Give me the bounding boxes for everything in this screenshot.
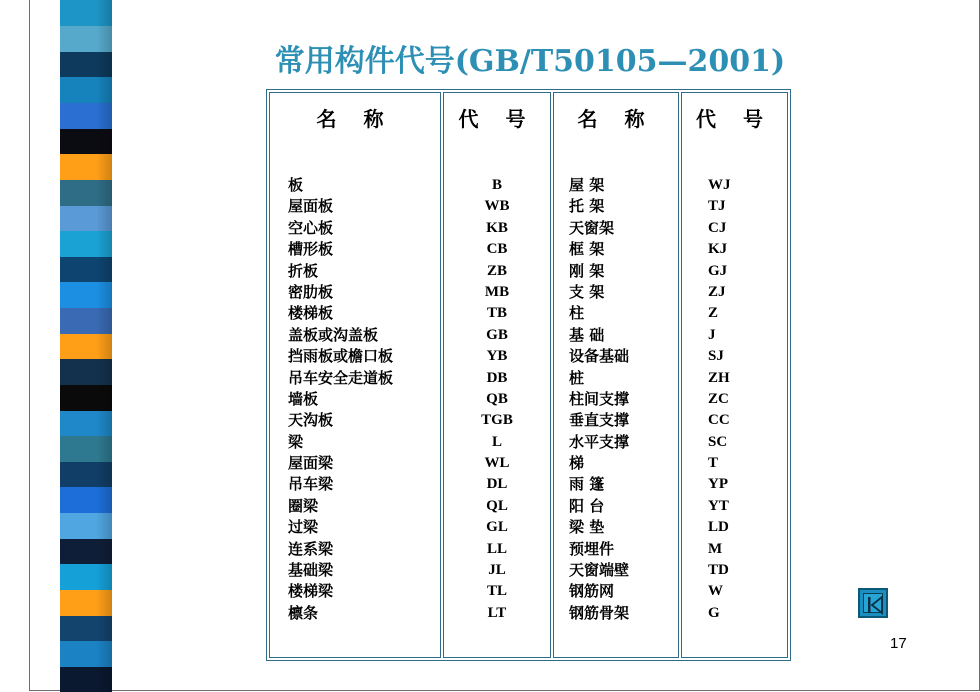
- right-names-list: [554, 175, 678, 624]
- component-name: 密肋板: [288, 282, 334, 301]
- component-code: T: [708, 455, 719, 472]
- component-code: J: [708, 326, 716, 343]
- component-name: 支 架: [569, 282, 605, 301]
- component-code: JL: [488, 562, 506, 579]
- column-code-left: [443, 92, 551, 658]
- column-name-right: [553, 92, 679, 658]
- component-name: 设备基础: [569, 347, 630, 366]
- component-code: ZH: [708, 369, 730, 386]
- component-name: 预埋件: [569, 539, 615, 558]
- component-code: W: [708, 583, 723, 600]
- component-name: 板: [288, 176, 304, 194]
- component-name: 屋面板: [288, 197, 334, 216]
- component-name: 基础梁: [288, 561, 334, 580]
- component-name: 屋面梁: [288, 454, 334, 473]
- component-code: KJ: [708, 241, 728, 258]
- component-code: Z: [708, 305, 719, 322]
- stripe-segment: [60, 333, 112, 359]
- component-name: 槽形板: [288, 240, 334, 259]
- component-code: TJ: [708, 198, 726, 215]
- component-code: TGB: [481, 412, 513, 429]
- stripe-segment: [60, 154, 112, 180]
- stripe-segment: [60, 615, 112, 641]
- stripe-segment: [60, 436, 112, 462]
- component-name: 吊车梁: [288, 475, 334, 494]
- component-code: QL: [486, 497, 508, 514]
- component-code: WL: [484, 455, 510, 472]
- component-name: 钢筋骨架: [569, 603, 630, 622]
- component-name: 刚 架: [569, 261, 605, 280]
- component-name: 盖板或沟盖板: [288, 325, 379, 344]
- stripe-segment: [60, 231, 112, 257]
- component-code: ZJ: [708, 283, 726, 300]
- component-name: 柱: [569, 304, 585, 323]
- component-code: LL: [486, 540, 507, 557]
- stripe-segment: [60, 641, 112, 667]
- slide-title: 常用构件代号(GB/T50105—2001): [274, 44, 786, 79]
- stripe-segment: [60, 256, 112, 282]
- component-code: TL: [486, 583, 507, 600]
- component-name: 水平支撑: [569, 432, 630, 451]
- component-code: G: [708, 604, 720, 621]
- stripe-segment: [60, 77, 112, 103]
- component-code: CC: [708, 412, 730, 429]
- component-code-table: [266, 89, 791, 661]
- header-name-right: 名 称: [577, 107, 655, 131]
- component-name: 钢筋网: [569, 582, 615, 601]
- decorative-stripe-band: [60, 0, 112, 692]
- stripe-segment: [60, 205, 112, 231]
- skip-to-start-icon: [864, 594, 886, 616]
- header-code-left: 代 号: [458, 107, 536, 131]
- component-code: ZB: [486, 262, 507, 279]
- component-name: 天窗架: [569, 218, 615, 237]
- stripe-segment: [60, 282, 112, 308]
- component-code: QB: [486, 390, 508, 407]
- component-name: 框 架: [569, 240, 605, 259]
- component-name: 天沟板: [288, 411, 334, 430]
- component-name: 墙板: [288, 389, 319, 408]
- stripe-segment: [60, 359, 112, 385]
- component-code: TB: [486, 305, 507, 322]
- stripe-segment: [60, 487, 112, 513]
- component-name: 屋 架: [569, 176, 605, 194]
- component-code: LD: [708, 519, 729, 536]
- component-name: 托 架: [569, 197, 605, 216]
- page-number: 17: [890, 635, 907, 652]
- component-name: 楼梯板: [288, 304, 334, 323]
- stripe-segment: [60, 308, 112, 334]
- component-code: WJ: [708, 177, 731, 193]
- header-code-right: 代 号: [696, 107, 773, 131]
- stripe-segment: [60, 128, 112, 154]
- component-name: 空心板: [288, 218, 334, 237]
- component-name: 梁 垫: [569, 518, 605, 537]
- component-name: 梯: [569, 454, 585, 473]
- stripe-segment: [60, 589, 112, 615]
- component-code: DB: [486, 369, 508, 386]
- component-code: LT: [487, 604, 507, 621]
- component-name: 梁: [288, 432, 304, 451]
- stripe-segment: [60, 179, 112, 205]
- component-name: 过梁: [288, 518, 319, 537]
- component-code: ZC: [708, 390, 729, 407]
- stripe-segment: [60, 0, 112, 26]
- header-name-left: 名 称: [316, 107, 394, 131]
- component-name: 楼梯梁: [288, 582, 334, 601]
- stripe-segment: [60, 461, 112, 487]
- stripe-segment: [60, 410, 112, 436]
- left-codes-list: [444, 175, 550, 624]
- component-code: GL: [486, 519, 508, 536]
- component-code: TD: [708, 562, 729, 579]
- component-name: 天窗端壁: [569, 561, 630, 580]
- stripe-segment: [60, 384, 112, 410]
- component-name: 吊车安全走道板: [288, 368, 394, 387]
- component-code: L: [491, 433, 502, 450]
- first-slide-button[interactable]: [858, 588, 888, 618]
- component-code: WB: [484, 198, 510, 215]
- component-code: DL: [486, 476, 508, 493]
- component-name: 连系梁: [288, 539, 334, 558]
- stripe-segment: [60, 666, 112, 692]
- stripe-segment: [60, 51, 112, 77]
- column-code-right: [681, 92, 788, 658]
- component-name: 桩: [569, 368, 585, 387]
- stripe-segment: [60, 103, 112, 129]
- stripe-segment: [60, 513, 112, 539]
- component-code: MB: [484, 283, 510, 300]
- component-code: YB: [486, 348, 508, 365]
- stripe-segment: [60, 538, 112, 564]
- component-code: YP: [708, 476, 728, 493]
- component-name: 折板: [288, 261, 319, 280]
- component-code: SJ: [708, 348, 724, 365]
- component-name: 雨 篷: [569, 475, 605, 494]
- component-code: B: [491, 177, 502, 193]
- component-code: SC: [708, 433, 728, 450]
- component-code: KB: [486, 219, 508, 236]
- stripe-segment: [60, 26, 112, 52]
- component-code: GJ: [708, 262, 728, 279]
- component-code: YT: [708, 497, 729, 514]
- right-codes-list: [682, 175, 787, 624]
- column-name-left: [269, 92, 441, 658]
- component-name: 圈梁: [288, 496, 319, 515]
- component-code: GB: [486, 326, 508, 343]
- component-name: 垂直支撑: [569, 411, 630, 430]
- component-name: 基 础: [569, 325, 605, 344]
- component-code: M: [708, 540, 723, 557]
- component-name: 阳 台: [569, 496, 605, 515]
- component-name: 檩条: [288, 603, 319, 622]
- component-code: CJ: [708, 219, 727, 236]
- component-name: 挡雨板或檐口板: [288, 347, 394, 366]
- left-names-list: [270, 175, 440, 624]
- component-code: CB: [486, 241, 508, 258]
- component-name: 柱间支撑: [569, 389, 630, 408]
- stripe-segment: [60, 564, 112, 590]
